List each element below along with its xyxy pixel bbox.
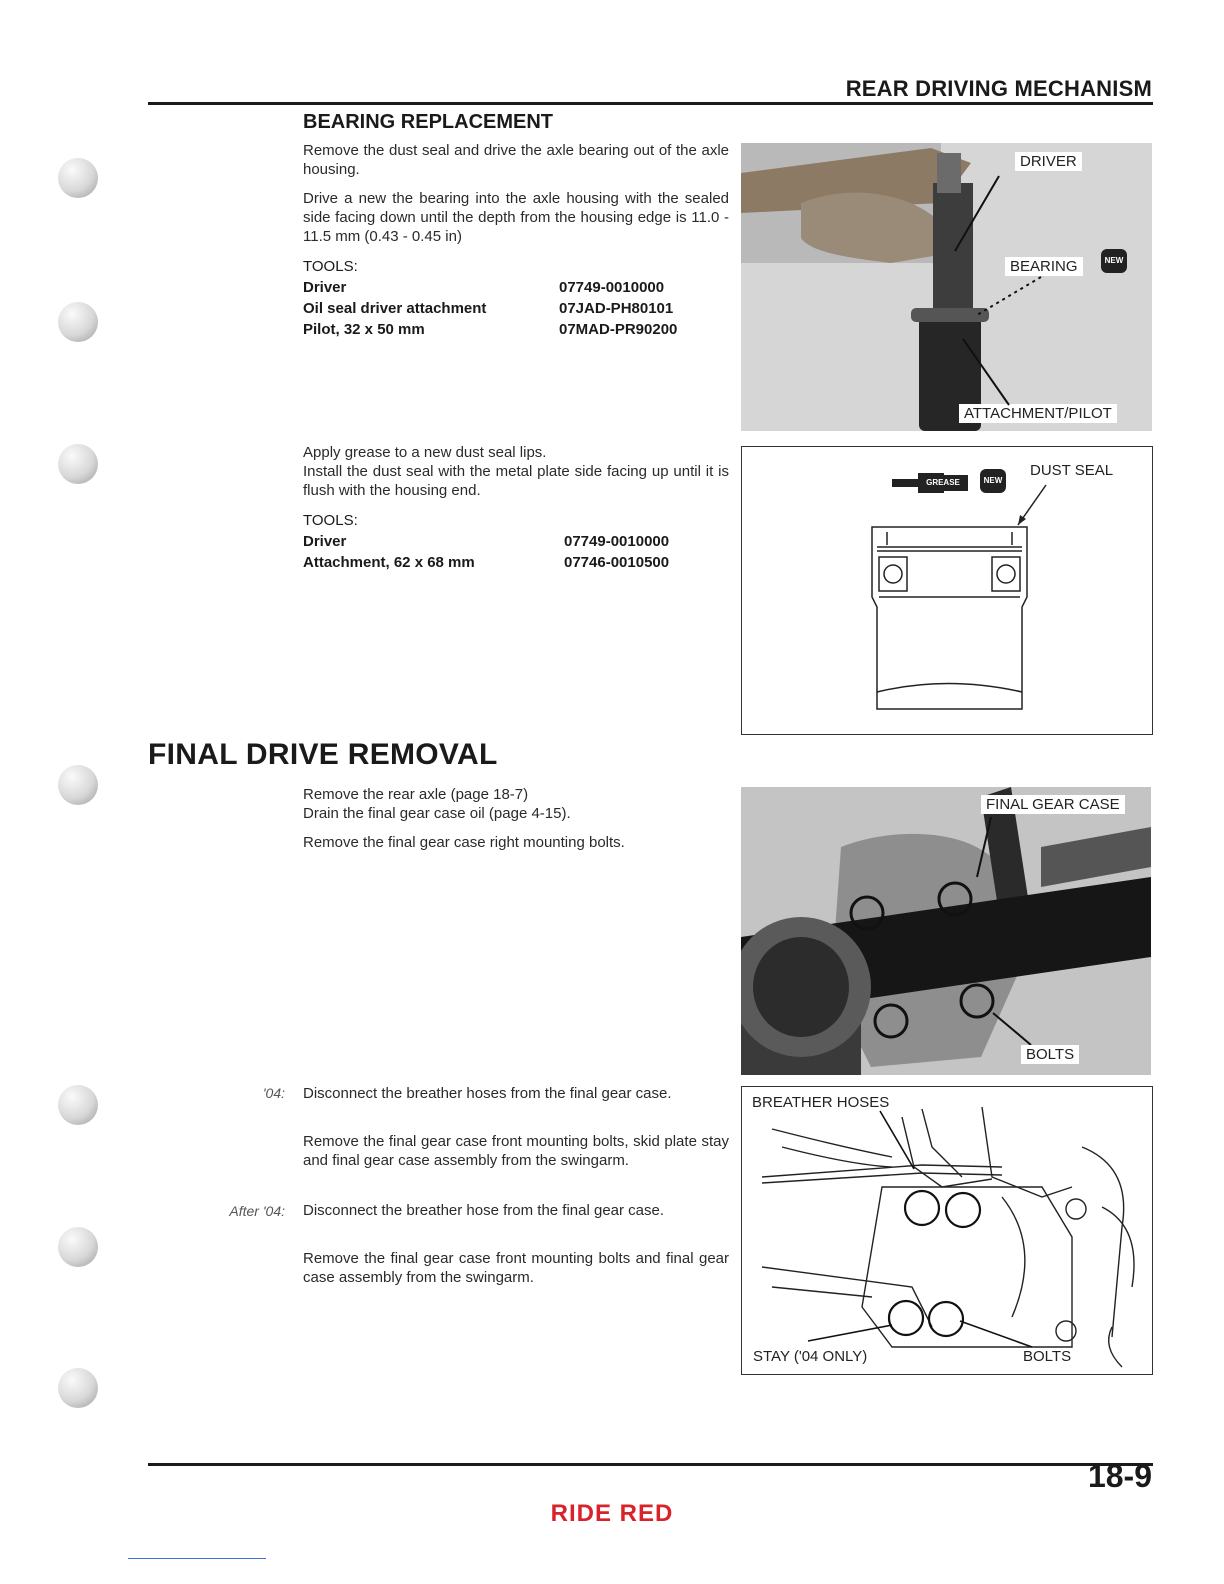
binder-hole [58, 302, 98, 342]
tool-number: 07749-0010000 [564, 533, 670, 550]
binder-hole [58, 1368, 98, 1408]
final-drive-heading: FINAL DRIVE REMOVAL [148, 738, 498, 771]
grease-icon: GREASE [918, 475, 968, 491]
final-gear-case-label: FINAL GEAR CASE [981, 795, 1125, 814]
binder-hole [58, 1085, 98, 1125]
attachment-pilot-label: ATTACHMENT/PILOT [959, 404, 1117, 423]
breather-hoses-label: BREATHER HOSES [752, 1094, 890, 1111]
tool-name: Oil seal driver attachment [303, 300, 487, 317]
bearing-heading: BEARING REPLACEMENT [303, 111, 554, 133]
final-paragraph-7: Remove the final gear case front mounting bolts and final gear case assembly from the swingarm. [303, 1250, 729, 1286]
bearing-paragraph-2: Drive a new the bearing into the axle housing with the sealed side facing down until the depth from the housing edge is 11.0 - 11.5 mm (0.43 - 0.45 in) [303, 190, 729, 245]
dust-seal-label: DUST SEAL [1030, 462, 1114, 479]
dustseal-paragraph-2: Install the dust seal with the metal plate side facing up until it is flush with the housing end. [303, 463, 729, 499]
bearing-driver-photo [741, 143, 1152, 431]
tool-number: 07749-0010000 [559, 279, 665, 296]
bearing-tools-label: TOOLS: [303, 258, 358, 275]
header-rule [148, 102, 1153, 105]
driver-label: DRIVER [1015, 152, 1082, 171]
section-title: REAR DRIVING MECHANISM [845, 76, 1152, 101]
breather-hoses-diagram [741, 1086, 1153, 1375]
binder-hole [58, 765, 98, 805]
dust-seal-diagram [741, 446, 1153, 735]
dustseal-tools-label: TOOLS: [303, 512, 358, 529]
footer-rule [148, 1463, 1153, 1466]
page-number: 18-9 [1087, 1458, 1152, 1494]
final-paragraph-1: Remove the rear axle (page 18-7) [303, 786, 529, 803]
dustseal-paragraph-1: Apply grease to a new dust seal lips. [303, 444, 547, 461]
tool-name: Driver [303, 533, 347, 550]
new-part-icon: NEW [980, 469, 1006, 493]
final-paragraph-4: Disconnect the breather hoses from the final gear case. [303, 1085, 672, 1102]
bolts-label: BOLTS [1021, 1045, 1079, 1064]
new-part-icon: NEW [1101, 249, 1127, 273]
bearing-paragraph-1: Remove the dust seal and drive the axle bearing out of the axle housing. [303, 142, 729, 178]
final-paragraph-2: Drain the final gear case oil (page 4-15). [303, 805, 571, 822]
final-paragraph-6: Disconnect the breather hose from the final gear case. [303, 1202, 665, 1219]
final-paragraph-5: Remove the final gear case front mounting bolts, skid plate stay and final gear case assembly from the swingarm. [303, 1133, 729, 1169]
tool-number: 07JAD-PH80101 [559, 300, 674, 317]
final-gear-case-illustration [741, 787, 1151, 1075]
tool-name: Attachment, 62 x 68 mm [303, 554, 475, 571]
model-year-04-note: '04: [262, 1085, 285, 1101]
binder-hole [58, 158, 98, 198]
final-gear-case-photo [741, 787, 1151, 1075]
footer-brand: RIDE RED [550, 1500, 674, 1527]
footer-link-underline [128, 1558, 266, 1559]
bearing-driver-illustration [741, 143, 1152, 431]
model-year-after-04-note: After '04: [229, 1203, 285, 1219]
swingarm-illustration [742, 1087, 1152, 1374]
bearing-label: BEARING [1005, 257, 1083, 276]
binder-hole [58, 444, 98, 484]
tool-name: Driver [303, 279, 347, 296]
final-paragraph-3: Remove the final gear case right mounting bolts. [303, 834, 625, 851]
binder-hole [58, 1227, 98, 1267]
bolts-label: BOLTS [1023, 1348, 1072, 1365]
tool-number: 07746-0010500 [564, 554, 670, 571]
stay-label: STAY ('04 ONLY) [753, 1348, 868, 1365]
tool-name: Pilot, 32 x 50 mm [303, 321, 425, 338]
tool-number: 07MAD-PR90200 [559, 321, 678, 338]
